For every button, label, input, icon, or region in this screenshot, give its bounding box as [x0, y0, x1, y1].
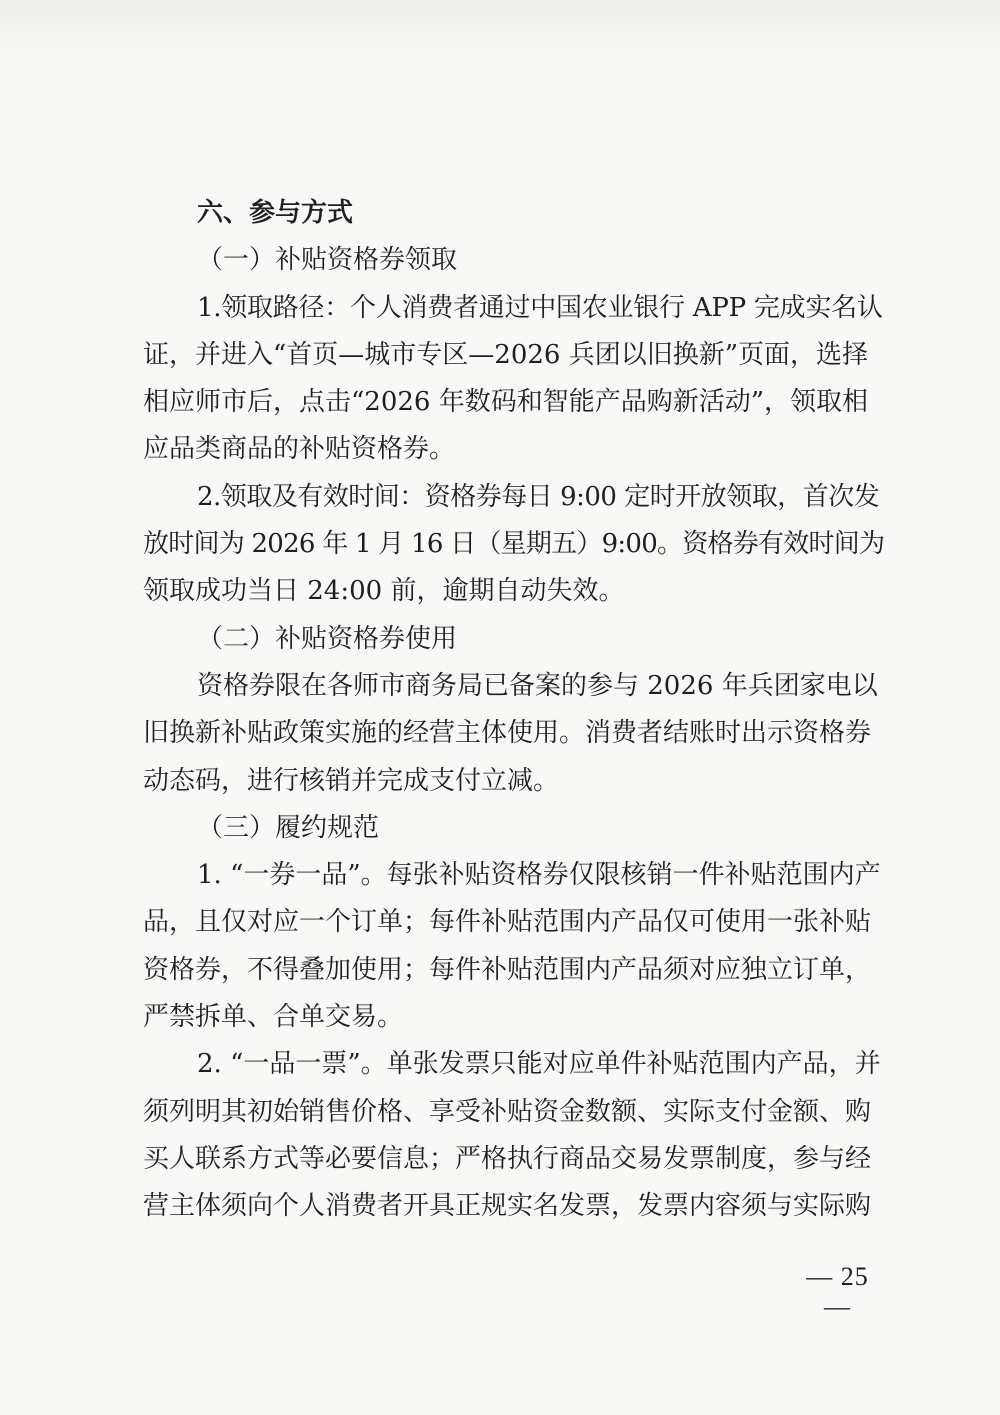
paragraph-line: 2. “一品一票”。单张发票只能对应单件补贴范围内产品，并 [197, 1049, 881, 1080]
paragraph-line: 品，且仅对应一个订单；每件补贴范围内产品仅可使用一张补贴 [143, 907, 872, 938]
paragraph-line: 2.领取及有效时间：资格券每日 9:00 定时开放领取，首次发 [197, 481, 880, 512]
paragraph-line: 相应师市后，点击“2026 年数码和智能产品购新活动”，领取相 [143, 387, 869, 418]
paragraph-line: 证，并进入“首页—城市专区—2026 兵团以旧换新”页面，选择 [143, 339, 869, 370]
subsection-title: （三）履约规范 [197, 812, 380, 843]
section-heading: 六、参与方式 [197, 198, 354, 228]
paragraph-line: 旧换新补贴政策实施的经营主体使用。消费者结账时出示资格券 [143, 718, 872, 749]
paragraph-line: 放时间为 2026 年 1 月 16 日（星期五）9:00。资格券有效时间为 [143, 529, 885, 560]
paragraph-line: 动态码，进行核销并完成支付立减。 [143, 765, 560, 796]
paragraph-line: 严禁拆单、合单交易。 [143, 1002, 404, 1033]
paragraph-line: 资格券限在各师市商务局已备案的参与 2026 年兵团家电以 [197, 670, 878, 701]
page-number: — 25 — [806, 1262, 869, 1321]
paragraph-line: 须列明其初始销售价格、享受补贴资金数额、实际支付金额、购 [143, 1096, 872, 1127]
subsection-title: （一）补贴资格券领取 [197, 245, 458, 276]
paragraph-line: 1.领取路径：个人消费者通过中国农业银行 APP 完成实名认 [197, 292, 883, 323]
paragraph-line: 1. “一券一品”。每张补贴资格券仅限核销一件补贴范围内产 [197, 860, 881, 891]
paragraph-line: 营主体须向个人消费者开具正规实名发票，发票内容须与实际购 [143, 1191, 872, 1222]
paragraph-line: 应品类商品的补贴资格券。 [143, 434, 456, 465]
paragraph-line: 买人联系方式等必要信息；严格执行商品交易发票制度，参与经 [143, 1143, 872, 1174]
paragraph-line: 领取成功当日 24:00 前，逾期自动失效。 [143, 576, 625, 607]
paragraph-line: 资格券，不得叠加使用；每件补贴范围内产品须对应独立订单， [143, 954, 872, 985]
document-body [143, 190, 885, 1231]
subsection-title: （二）补贴资格券使用 [197, 623, 458, 654]
